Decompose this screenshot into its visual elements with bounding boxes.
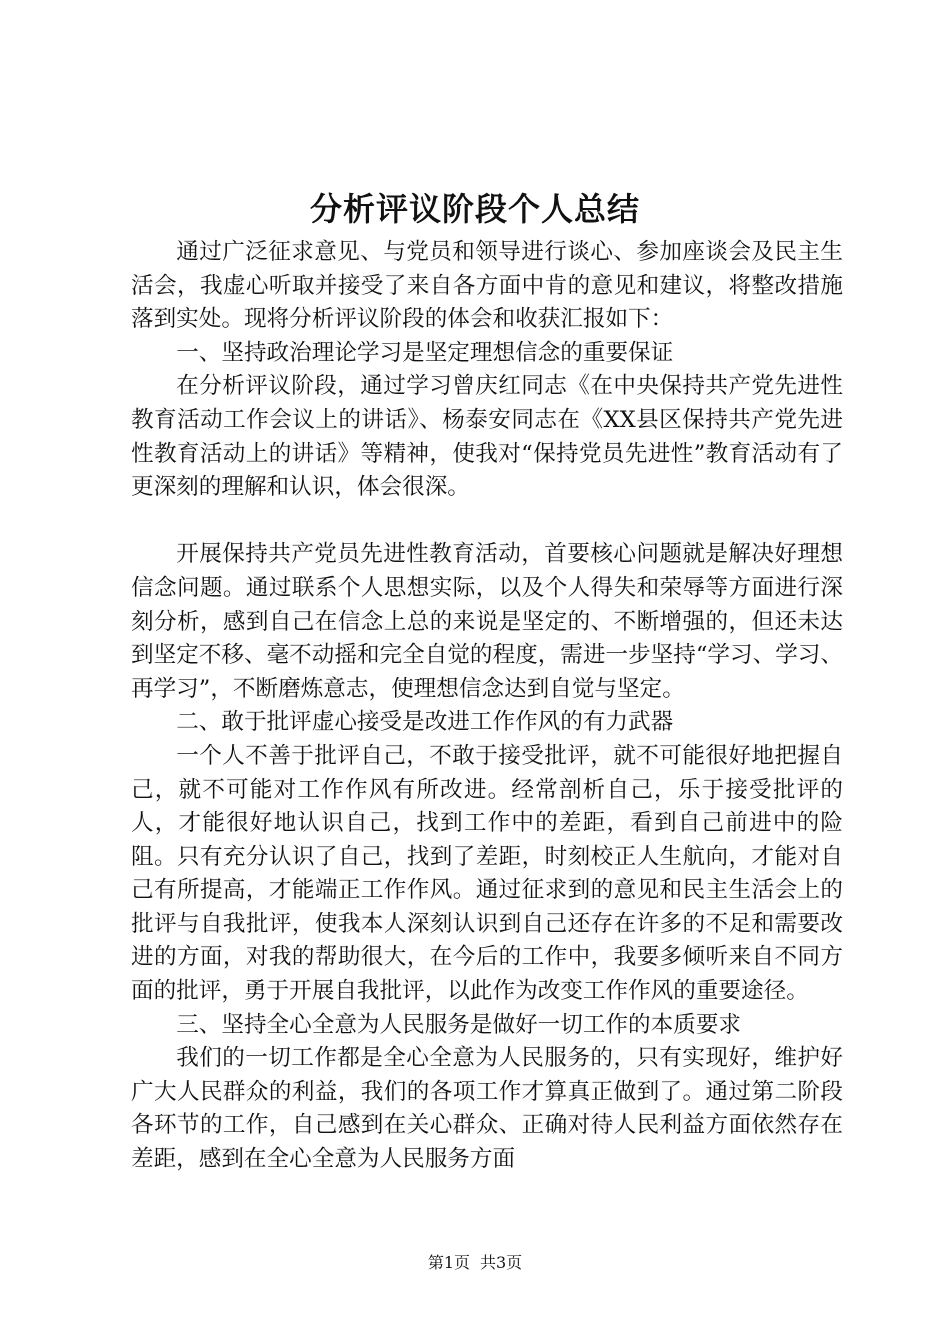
intro-paragraph: 通过广泛征求意见、与党员和领导进行谈心、参加座谈会及民主生活会，我虚心听取并接受了来自各方面中肯的意见和建议，将整改措施落到实处。现将分析评议阶段的体会和收获汇报如下： <box>131 239 843 333</box>
section-heading-3: 三、坚持全心全意为人民服务是做好一切工作的本质要求 <box>176 1011 742 1038</box>
section-1-paragraph-2: 开展保持共产党员先进性教育活动，首要核心问题就是解决好理想信念问题。通过联系个人思想实际，以及个人得失和荣辱等方面进行深刻分析，感到自己在信念上总的来说是坚定的、不断增强的，但还未达到坚定不移、毫不动摇和完全自觉的程度，需进一步坚持“学习、学习、再学习”，不断磨炼意志，使理想信念达到自觉与坚定。 <box>131 541 843 702</box>
page-number: 第1页 <box>427 1253 470 1272</box>
document-body <box>131 236 843 1177</box>
section-heading-1: 一、坚持政治理论学习是坚定理想信念的重要保证 <box>176 339 674 366</box>
page-total: 共3页 <box>480 1253 523 1272</box>
section-3-paragraph: 我们的一切工作都是全心全意为人民服务的，只有实现好，维护好广大人民群众的利益，我们的各项工作才算真正做到了。通过第二阶段各环节的工作，自己感到在关心群众、正确对待人民利益方面依然存在差距，感到在全心全意为人民服务方面 <box>131 1045 843 1173</box>
document-title: 分析评议阶段个人总结 <box>309 190 640 228</box>
section-heading-2: 二、敢于批评虚心接受是改进工作作风的有力武器 <box>176 709 674 736</box>
section-2-paragraph: 一个人不善于批评自己，不敢于接受批评，就不可能很好地把握自己，就不可能对工作作风有所改进。经常剖析自己，乐于接受批评的人，才能很好地认识自己，找到工作中的差距，看到自己前进中的险阻。只有充分认识了自己，找到了差距，时刻校正人生航向，才能对自己有所提高，才能端正工作作风。通过征求到的意见和民主生活会上的批评与自我批评，使我本人深刻认识到自己还存在许多的不足和需要改进的方面，对我的帮助很大，在今后的工作中，我要多倾听来自不同方面的批评，勇于开展自我批评，以此作为改变工作作风的重要途径。 <box>131 742 843 1005</box>
section-1-paragraph-1: 在分析评议阶段，通过学习曾庆红同志《在中央保持共产党先进性教育活动工作会议上的讲话》、杨泰安同志在《XX县区保持共产党先进性教育活动上的讲话》等精神，使我对“保持党员先进性”教育活动有了更深刻的理解和认识，体会很深。 <box>131 373 843 501</box>
page-footer <box>0 1252 950 1274</box>
